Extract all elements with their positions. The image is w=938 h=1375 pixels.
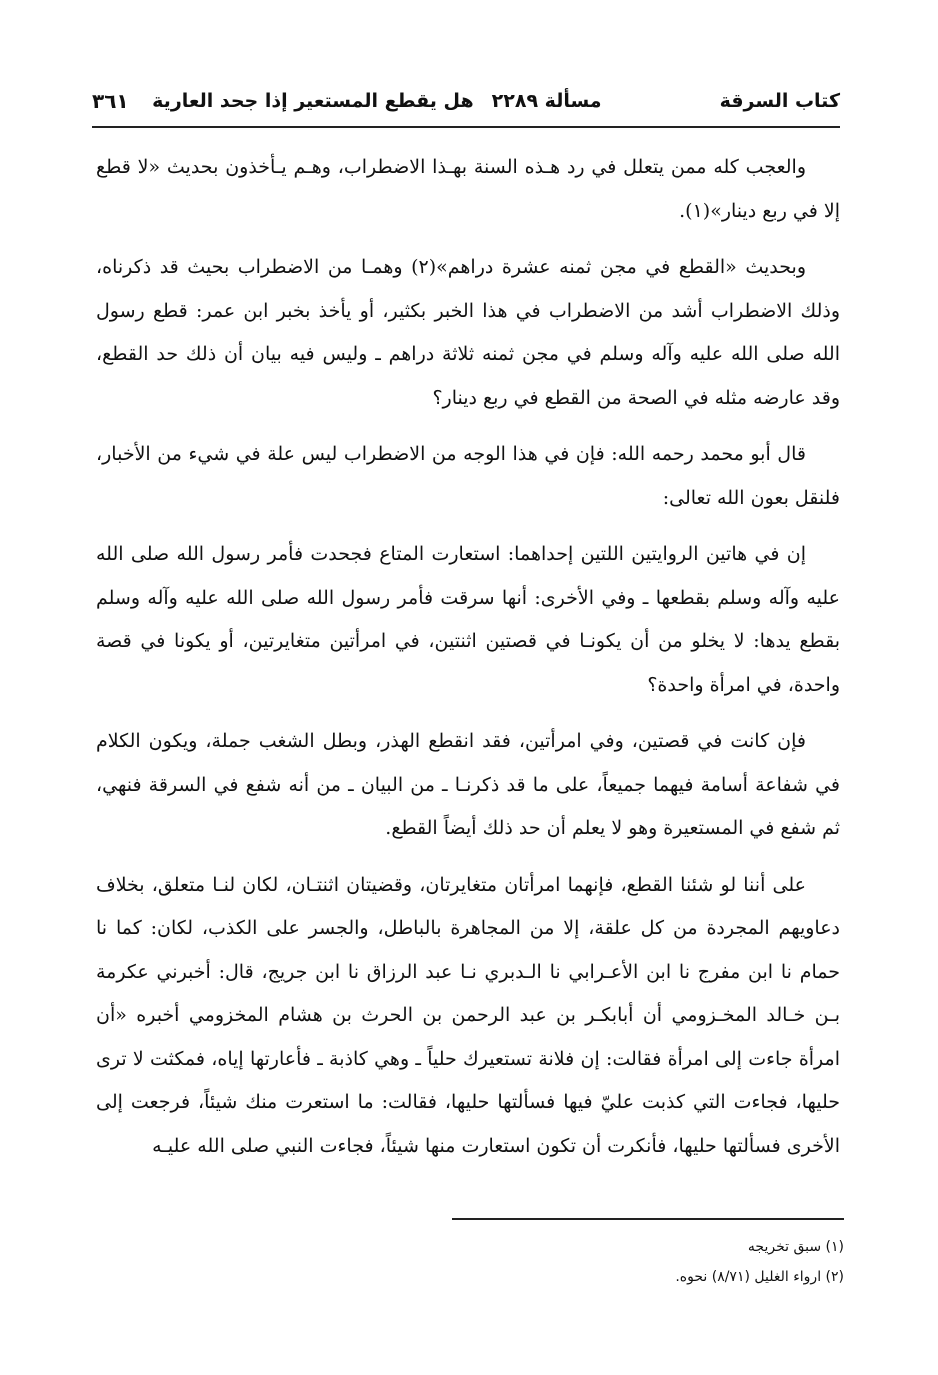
issue-title: هل يقطع المستعير إذا جحد العارية xyxy=(152,90,474,112)
page-number: ٣٦١ xyxy=(92,89,129,113)
footnote: (١) سبق تخريجه xyxy=(747,1239,844,1255)
book-title: كتاب السرقة xyxy=(719,90,840,112)
paragraph: فإن كانت في قصتين، وفي امرأتين، فقد انقطع الهذر، وبطل الشغب جملة، ويكون الكلام في شفاعة أسامة فيهما جميعاً، على ما قد ذكرنـا ـ من البيان ـ من أنه شفع في السرقة فنهي، ثم شفع في المستعيرة وهو لا يعلم أن حد ذلك أيضاً القطع. xyxy=(96,730,840,839)
main-text xyxy=(96,146,840,1181)
paragraph: وبحديث «القطع في مجن ثمنه عشرة دراهم»(٢) وهمـا من الاضطراب بحيث قد ذكرناه، وذلك الاضطراب أشد من الاضطراب في هذا الخبر بكثير، أو يأخذ بخبر ابن عمر: قطع رسول الله صلى الله عليه وآله وسلم في مجن ثمنه ثلاثة دراهم ـ وليس فيه بيان أن ذلك حد القطع، وقد عارضه مثله في الصحة من القطع في ربع دينار؟ xyxy=(96,256,840,409)
header-divider xyxy=(92,126,840,128)
footnote-divider xyxy=(452,1218,844,1220)
issue-number: مسألة ٢٢٨٩ xyxy=(491,90,602,112)
paragraph: والعجب كله ممن يتعلل في رد هـذه السنة بهـذا الاضطراب، وهـم يـأخذون بحديث «لا قطع إلا في ربع دينار»(١). xyxy=(96,156,840,222)
paragraph: على أننا لو شئنا القطع، فإنهما امرأتان متغايرتان، وقضيتان اثنتـان، لكان لنـا متعلق، بخلاف دعاويهم المجردة من كل علقة، إلا من المجاهرة بالباطل، والجسر على الكذب، لكان: كما نا حمام نا ابن مفرج نا ابن الأعـرابي نا الـدبري نـا عبد الرزاق نا ابن جريج، قال: أخبرني عكرمة بـن خـالد المخـزومي أن أبابكـر بن عبد الرحمن بن الحرث بن هشام المخزومي أخبره «أن امرأة جاءت إلى امرأة فقالت: إن فلانة تستعيرك حلياً ـ وهي كاذبة ـ فأعارتها إياه، فمكثت لا ترى حليها، فجاءت التي كذبت عليّ فيها فسألتها حليها، فقالت: ما استعرت منك شيئاً، فرجعت إلى الأخرى فسألتها حليها، فأنكرت أن تكون استعارت منها شيئاً، فجاءت النبي صلى الله عليـه xyxy=(96,873,840,1157)
footnotes xyxy=(452,1232,844,1292)
paragraph: قال أبو محمد رحمه الله: فإن في هذا الوجه من الاضطراب ليس علة في شيء من الأخبار، فلنقل بعون الله تعالى: xyxy=(96,443,840,509)
running-header xyxy=(92,78,840,124)
footnote: (٢) ارواء الغليل (٨/٧١) نحوه. xyxy=(675,1269,844,1285)
paragraph: إن في هاتين الروايتين اللتين إحداهما: استعارت المتاع فجحدت فأمر رسول الله صلى الله عليه وآله وسلم بقطعها ـ وفي الأخرى: أنها سرقت فأمر رسول الله صلى الله عليه وآله وسلم بقطع يدها: لا يخلو من أن يكونـا في قصتين اثنتين، في امرأتين متغايرتين، أو يكونا في قصة واحدة، في امرأة واحدة؟ xyxy=(96,543,840,696)
